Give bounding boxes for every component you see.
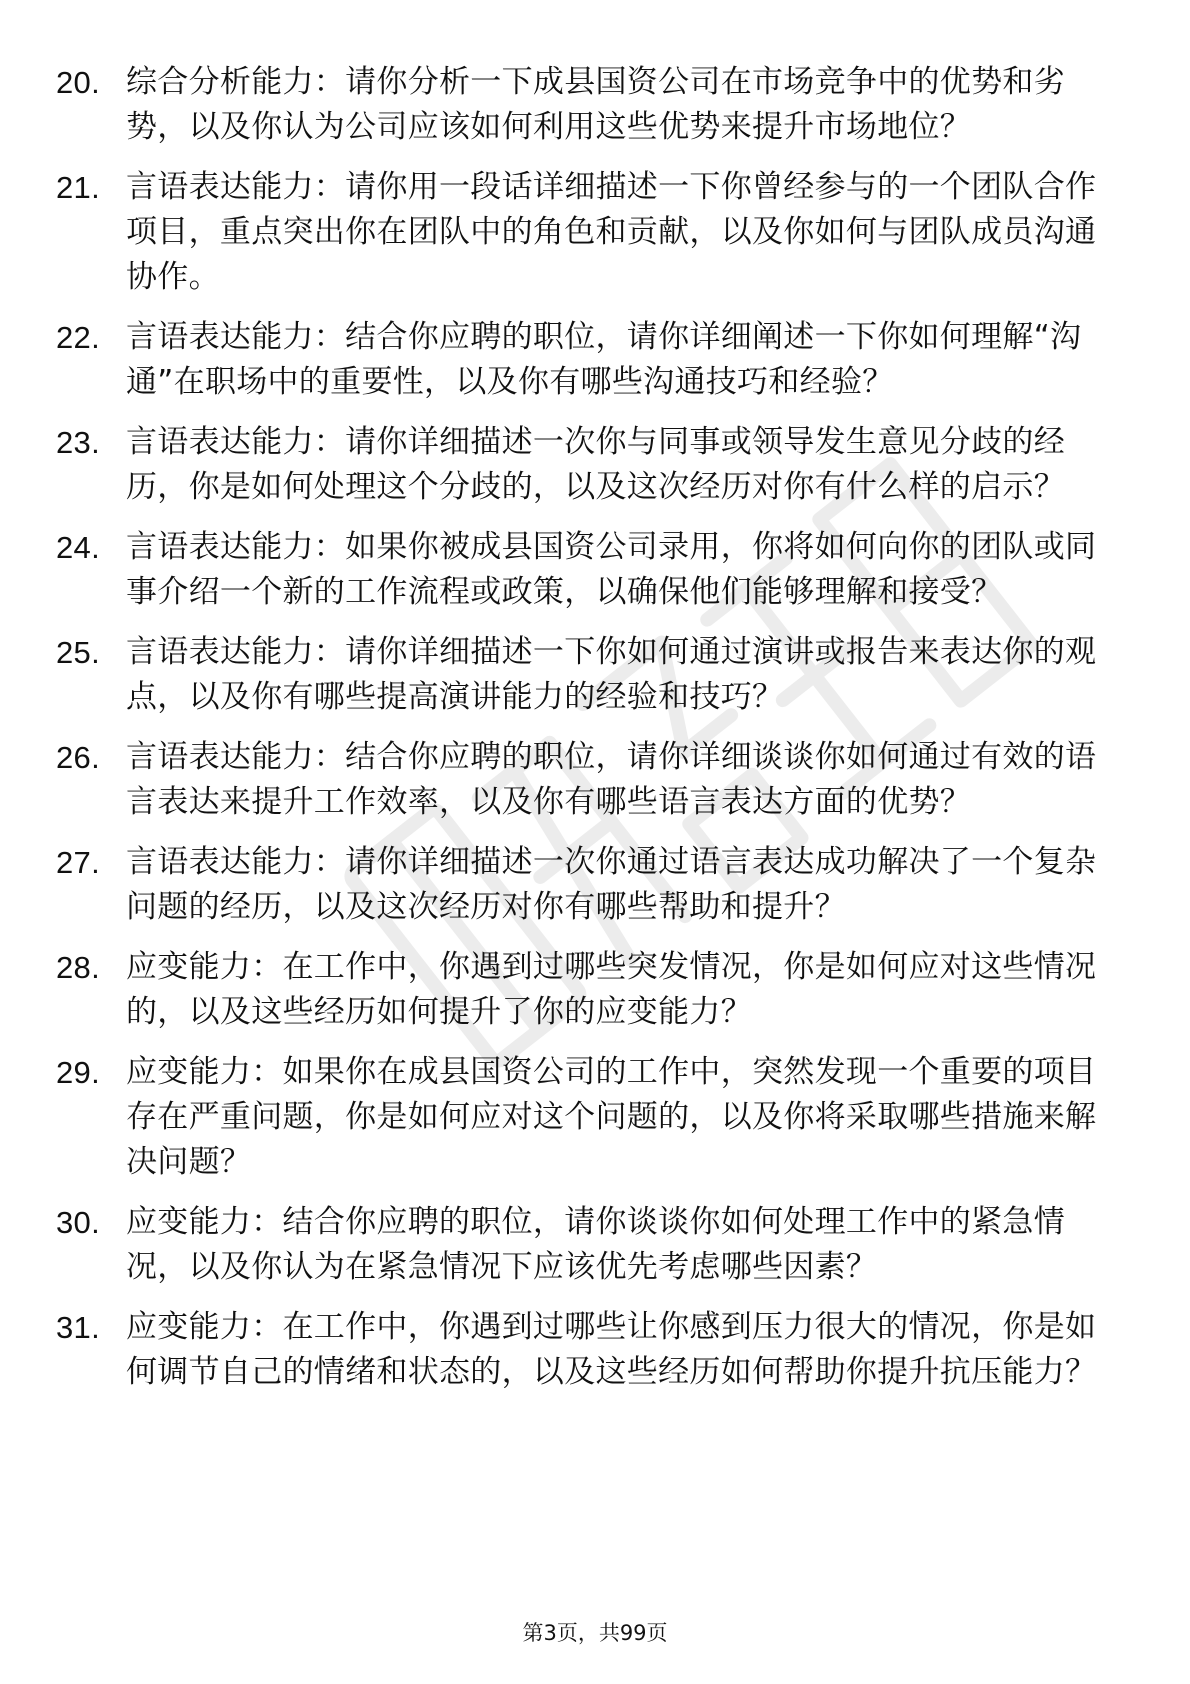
question-text: 言语表达能力：请你详细描述一下你如何通过演讲或报告来表达你的观点，以及你有哪些提高演讲能力的经验和技巧？ <box>126 634 1097 715</box>
question-number: 22. <box>56 320 100 355</box>
question-item <box>56 60 1116 150</box>
question-text: 言语表达能力：结合你应聘的职位，请你详细阐述一下你如何理解“沟通”在职场中的重要性，以及你有哪些沟通技巧和经验？ <box>126 319 1082 400</box>
question-number: 28. <box>56 950 100 985</box>
question-number: 26. <box>56 740 100 775</box>
question-item <box>56 1305 1116 1395</box>
question-text: 应变能力：结合你应聘的职位，请你谈谈你如何处理工作中的紧急情况，以及你认为在紧急情况下应该优先考虑哪些因素？ <box>126 1204 1065 1285</box>
question-item <box>56 735 1116 825</box>
question-text: 言语表达能力：请你详细描述一次你通过语言表达成功解决了一个复杂问题的经历，以及这次经历对你有哪些帮助和提升？ <box>126 844 1097 925</box>
question-number: 24. <box>56 530 100 565</box>
question-text: 言语表达能力：请你用一段话详细描述一下你曾经参与的一个团队合作项目，重点突出你在团队中的角色和贡献，以及你如何与团队成员沟通协作。 <box>126 169 1097 295</box>
question-number: 30. <box>56 1205 100 1240</box>
question-text: 言语表达能力：请你详细描述一次你与同事或领导发生意见分歧的经历，你是如何处理这个分歧的，以及这次经历对你有什么样的启示？ <box>126 424 1065 505</box>
question-item <box>56 420 1116 510</box>
question-item <box>56 525 1116 615</box>
question-item <box>56 630 1116 720</box>
question-number: 25. <box>56 635 100 670</box>
question-item <box>56 315 1116 405</box>
question-text: 应变能力：在工作中，你遇到过哪些突发情况，你是如何应对这些情况的，以及这些经历如何提升了你的应变能力？ <box>126 949 1097 1030</box>
question-text: 言语表达能力：结合你应聘的职位，请你详细谈谈你如何通过有效的语言表达来提升工作效率，以及你有哪些语言表达方面的优势？ <box>126 739 1097 820</box>
question-number: 29. <box>56 1055 100 1090</box>
question-item <box>56 1050 1116 1185</box>
question-number: 20. <box>56 65 100 100</box>
question-item <box>56 165 1116 300</box>
page-footer: 第3页，共99页 <box>522 1621 668 1645</box>
question-number: 27. <box>56 845 100 880</box>
question-text: 言语表达能力：如果你被成县国资公司录用，你将如何向你的团队或同事介绍一个新的工作流程或政策，以确保他们能够理解和接受？ <box>126 529 1097 610</box>
question-text: 应变能力：如果你在成县国资公司的工作中，突然发现一个重要的项目存在严重问题，你是如何应对这个问题的，以及你将采取哪些措施来解决问题？ <box>126 1054 1097 1180</box>
question-item <box>56 840 1116 930</box>
question-text: 综合分析能力：请你分析一下成县国资公司在市场竞争中的优势和劣势，以及你认为公司应该如何利用这些优势来提升市场地位？ <box>126 64 1065 145</box>
question-item <box>56 1200 1116 1290</box>
question-number: 21. <box>56 170 100 205</box>
question-list <box>56 60 1116 1410</box>
question-item <box>56 945 1116 1035</box>
question-number: 23. <box>56 425 100 460</box>
question-number: 31. <box>56 1310 100 1345</box>
question-text: 应变能力：在工作中，你遇到过哪些让你感到压力很大的情况，你是如何调节自己的情绪和状态的，以及这些经历如何帮助你提升抗压能力？ <box>126 1309 1097 1390</box>
